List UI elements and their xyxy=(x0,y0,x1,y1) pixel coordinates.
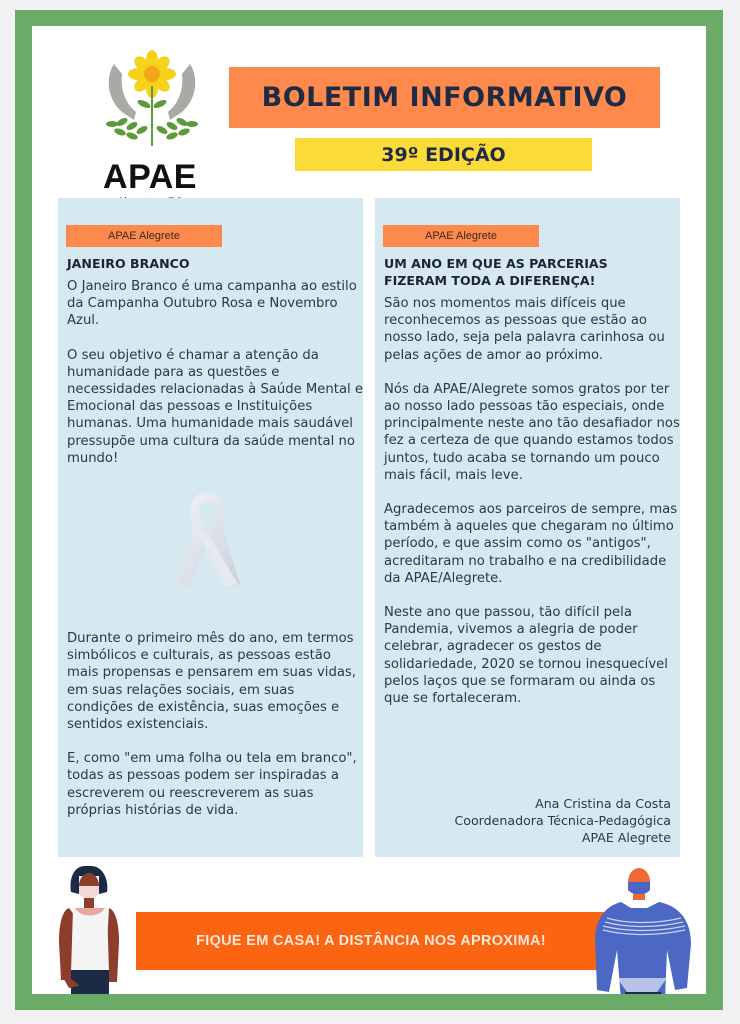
newsletter-title-box xyxy=(229,67,660,128)
newsletter-title: BOLETIM INFORMATIVO xyxy=(261,82,628,113)
signature-org: APAE Alegrete xyxy=(581,830,671,845)
paragraph: Nós da APAE/Alegrete somos gratos por ter ao nosso lado pessoas tão especiais, onde principalmente neste ano tão desafiador nos fez a certeza de que quando estamos todos juntos, tudo acaba se tornando um pouco mais fácil, mais leve. xyxy=(384,381,680,483)
edition-label: 39º EDIÇÃO xyxy=(381,143,506,166)
signature-block xyxy=(454,795,671,846)
newsletter-page xyxy=(32,26,706,994)
paragraph: Durante o primeiro mês do ano, em termos simbólicos e culturais, as pessoas estão mais propensas e pensarem em suas vidas, em suas relações sociais, em suas condições de existência, suas emoções e sentidos existenciais. xyxy=(67,631,356,733)
signature-role: Coordenadora Técnica-Pedagógica xyxy=(454,813,671,828)
paragraph: Agradecemos aos parceiros de sempre, mas também à aqueles que chegaram no último período, e que assim como os "antigos", acreditaram no trabalho e na credibilidade da APAE/Alegrete. xyxy=(384,502,678,586)
paragraph: O seu objetivo é chamar a atenção da humanidade para as questões e necessidades relacionadas à Saúde Mental e Emocional das pessoas e Instituições humanas. Uma humanidade mais saudável pressupõe uma cultura da saúde mental no mundo! xyxy=(67,347,363,466)
apae-logo xyxy=(92,46,212,211)
article-janeiro-branco xyxy=(58,198,363,857)
signature-name: Ana Cristina da Costa xyxy=(535,796,671,811)
banner-text: FIQUE EM CASA! A DISTÂNCIA NOS APROXIMA! xyxy=(196,933,546,949)
paragraph: E, como "em uma folha ou tela em branco", todas as pessoas podem ser inspiradas a escreverem ou reescreverem as suas próprias histórias de vida. xyxy=(67,751,357,818)
article-tag: APAE Alegrete xyxy=(66,225,222,247)
article-body-bottom xyxy=(67,630,363,819)
article-body xyxy=(384,295,680,707)
masked-man-icon xyxy=(587,860,697,994)
article-heading: JANEIRO BRANCO xyxy=(67,256,190,271)
stay-home-banner xyxy=(136,912,606,970)
article-tag: APAE Alegrete xyxy=(383,225,539,247)
article-heading xyxy=(384,255,608,289)
edition-box xyxy=(295,138,592,171)
paragraph: Neste ano que passou, tão difícil pela Pandemia, vivemos a alegria de poder celebrar, agradecer os gestos de solidariedade, 2020 se tornou inesquecível pelos laços que se formaram ou ainda os que se fortaleceram. xyxy=(384,605,668,707)
heading-line: UM ANO EM QUE AS PARCERIAS xyxy=(384,256,608,271)
masked-woman-icon xyxy=(57,862,137,994)
paragraph: São nos momentos mais difíceis que reconhecemos as pessoas que estão ao nosso lado, seja pela palavra carinhosa ou pelas ações de amor ao próximo. xyxy=(384,296,665,363)
flower-hands-logo-icon xyxy=(92,46,212,158)
article-parcerias xyxy=(375,198,680,857)
paragraph: O Janeiro Branco é uma campanha ao estilo da Campanha Outubro Rosa e Novembro Azul. xyxy=(67,279,357,329)
heading-line: FIZERAM TODA A DIFERENÇA! xyxy=(384,273,596,288)
article-body-top xyxy=(67,278,363,467)
white-ribbon-icon xyxy=(168,488,248,598)
logo-title: APAE xyxy=(103,158,197,196)
